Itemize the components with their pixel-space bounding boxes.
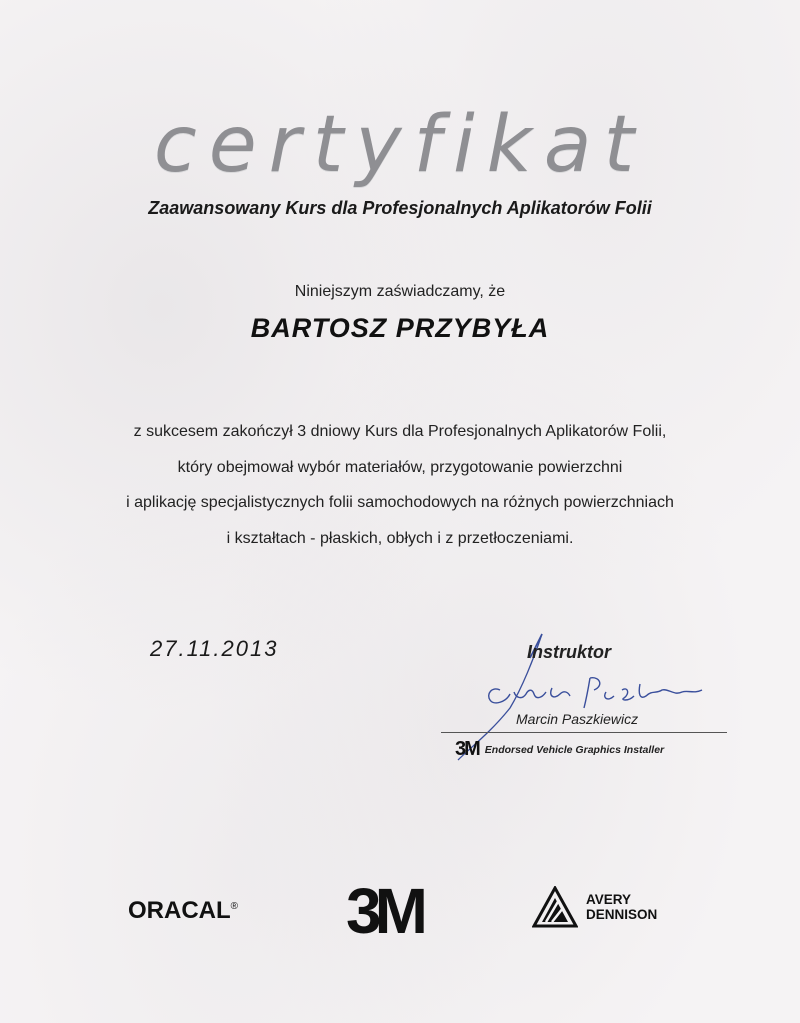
registered-mark: ® <box>230 901 239 912</box>
endorsement <box>455 738 664 761</box>
avery-wordmark <box>586 892 657 922</box>
avery-triangle-icon <box>532 886 578 928</box>
signature-rule <box>441 732 727 733</box>
avery-line2: DENNISON <box>586 907 658 922</box>
certificate-title: certyfikat <box>153 100 647 190</box>
course-subtitle: Zaawansowany Kurs dla Profesjonalnych Aplikatorów Folii <box>148 198 652 218</box>
3m-logo: 3M <box>346 875 421 947</box>
body-line: który obejmował wybór materiałów, przygotowanie powierzchni <box>177 458 623 476</box>
issue-date: 27.11.2013 <box>150 636 279 661</box>
body-line: z sukcesem zakończył 3 dniowy Kurs dla Profesjonalnych Aplikatorów Folii, <box>133 423 667 440</box>
instructor-name: Marcin Paszkiewicz <box>516 711 639 727</box>
body-line: i kształtach - płaskich, obłych i z przetłoczeniami. <box>226 529 574 547</box>
oracal-logo <box>128 897 238 925</box>
body-line: i aplikację specjalistycznych folii samochodowych na różnych powierzchniach <box>126 494 674 511</box>
endorsement-text: Endorsed Vehicle Graphics Installer <box>484 743 665 756</box>
recipient-name: BARTOSZ PRZYBYŁA <box>250 313 550 343</box>
sponsor-logos <box>0 875 800 950</box>
certificate-body <box>60 414 740 556</box>
3m-logo-small: 3M <box>455 738 479 760</box>
oracal-wordmark: ORACAL <box>128 897 231 924</box>
avery-dennison-logo <box>532 886 657 928</box>
intro-text: Niniejszym zaświadczamy, że <box>294 283 506 300</box>
instructor-label: Instruktor <box>527 642 612 662</box>
avery-line1: AVERY <box>586 892 632 907</box>
